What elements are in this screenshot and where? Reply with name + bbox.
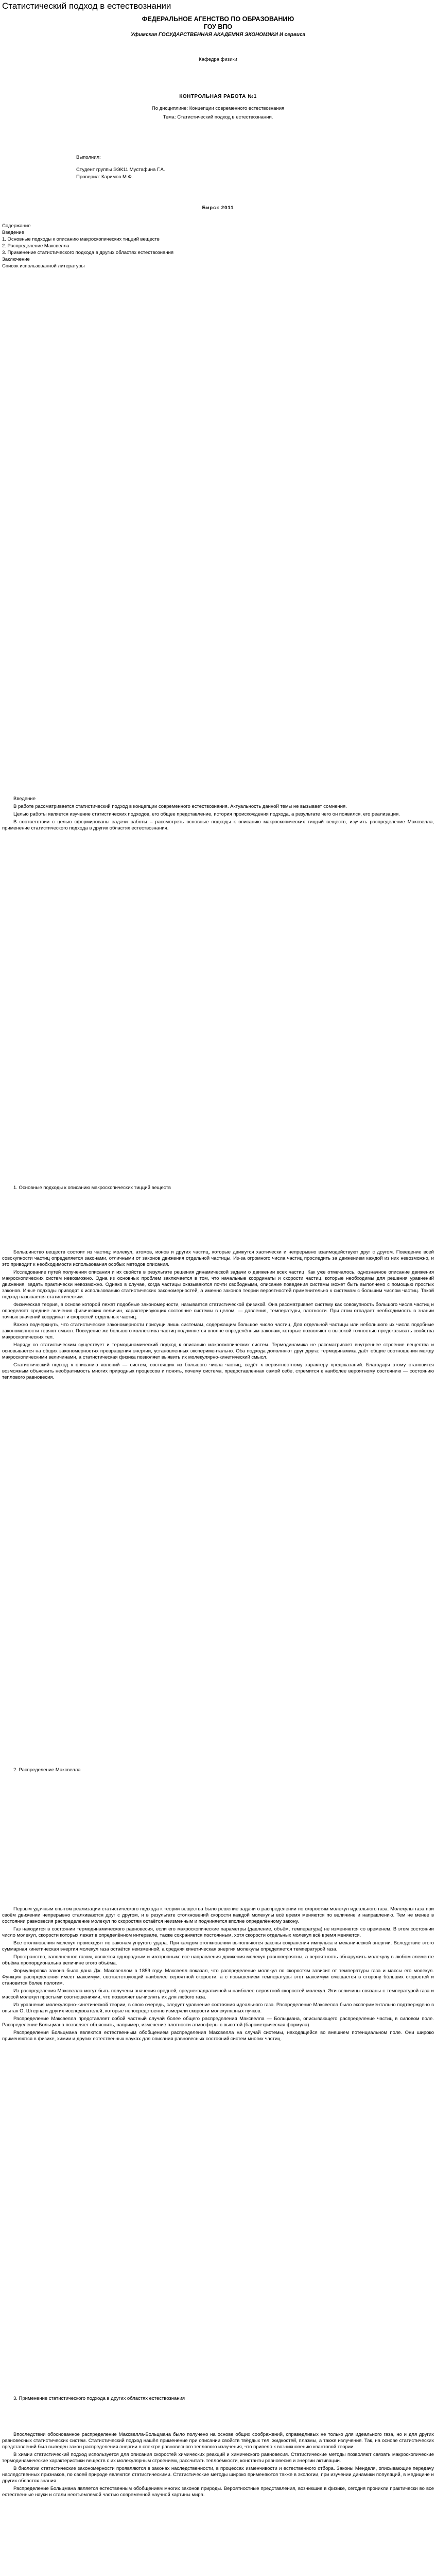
- paragraph: Первым удачным опытом реализации статистического подхода к теории вещества было решение задачи о распределении по скоростям молекул идеального газа. Молекулы газа при своём движении непрерывно сталкиваются друг с другом, и в результате столкновений скорости каждой молекулы всё время меняются по величине и направлению. Тем не менее в состоянии равновесия распределение молекул по скоростям остаётся неизменным и подчиняется вполне определённому закону.: [2, 1906, 434, 1924]
- paragraph: Физическая теория, в основе которой лежат подобные закономерности, называется статистической физикой. Она рассматривает систему как совокупность большого числа частиц и определяет средние значения физических величин, характеризующих состояние системы в целом, — давления, температуры, плотности. При этом отпадает необходимость в знании точных значений координат и скоростей отдельных частиц.: [2, 1302, 434, 1320]
- toc-item: Список использованной литературы: [2, 263, 85, 269]
- toc-item: Введение: [2, 230, 25, 235]
- paragraph: В биологии статистические закономерности проявляются в законах наследственности, в процессах изменчивости и естественного отбора. Законы Менделя, описывающие передачу наследственных признаков, по своей природе являются статистическими. Статистические методы широко применяются также в экологии, при изучении динамики популяций, в медицине и других областях знания.: [2, 2466, 434, 2484]
- toc-item: 1. Основные подходы к описанию макроскопических тицций веществ: [2, 236, 160, 242]
- section-3: [2, 2396, 434, 2403]
- city-year: Бирск 2011: [202, 205, 234, 211]
- paragraph: Распределение Максвелла представляет собой частный случай более общего распределения Максвелла — Больцмана, описывающего распределение частиц в силовом поле. Распределение Больцмана позволяет объяснить, например, изменение плотности атмосферы с высотой (барометрическая формула).: [2, 2016, 434, 2028]
- section-2-body: [2, 1906, 434, 2044]
- document-title: Статистический подход в естествознании: [2, 1, 171, 11]
- paragraph: Большинство веществ состоит из частиц: молекул, атомов, ионов и других частиц, которые движутся хаотически и непрерывно взаимодействуют друг с другом. Поведение всей совокупности частиц определяется законами, отличными от законов движения отдельной частицы. Из-за огромного числа частиц проследить за движением каждой из них невозможно, и это приводит к необходимости использования особых методов описания.: [2, 1249, 434, 1267]
- performed-label: Выполнил:: [76, 155, 101, 160]
- paragraph: Статистический подход к описанию явлений — систем, состоящих из большого числа частиц, ведёт к вероятностному характеру предсказаний. Благодаря этому становится возможным объяснить необратимость многих природных процессов и понять, почему система, предоставленная самой себе, стремится к наиболее вероятному состоянию — состоянию теплового равновесия.: [2, 1362, 434, 1380]
- paragraph: Распределение Больцмана является естественным обобщением многих законов природы. Вероятностные представления, возникшие в физике, сегодня проникли практически во все естественные науки и стали неотъемлемой частью современной научной картины мира.: [2, 2486, 434, 2498]
- subject-line: По дисциплине: Концепции современного естествознания: [151, 106, 285, 111]
- checked-line: Проверил: Каримов М.Ф.: [76, 174, 133, 180]
- section-heading: 1. Основные подходы к описанию макроскопических тицций веществ: [13, 1185, 171, 1191]
- toc-item: 3. Применение статистического подхода в других областях естествознания: [2, 250, 174, 256]
- toc-heading: Содержание: [2, 223, 31, 229]
- paragraph: В соответствии с целью сформированы задачи работы – рассмотреть основные подходы к описанию макроскопических тицций веществ, изучить распределение Максвелла, применение статистического подхода в других областях естествознания.: [2, 819, 434, 831]
- paragraph: Все столкновения молекул происходят по законам упругого удара. При каждом столкновении выполняются законы сохранения импульса и механической энергии. Вследствие этого суммарная кинетическая энергия молекул газа остаётся неизменной, а средняя кинетическая энергия молекулы определяется температурой газа.: [2, 1940, 434, 1952]
- section-heading: 3. Применение статистического подхода в других областях естествознания: [13, 2396, 185, 2401]
- intro-heading: Введение: [13, 796, 36, 802]
- paragraph: Важно подчеркнуть, что статистические закономерности присущи лишь системам, содержащим большое число частиц. Для отдельной частицы или небольшого их числа подобные закономерности теряют смысл. Поведение же большого коллектива частиц подчиняется вполне определённым законам, которые позволяют с высокой точностью предсказывать свойства макроскопических тел.: [2, 1322, 434, 1340]
- section-3-body: [2, 2432, 434, 2500]
- paragraph: Из уравнения молекулярно-кинетической теории, в свою очередь, следует уравнение состояния идеального газа. Распределение Максвелла было экспериментально подтверждено в опытах О. Штерна и других исследователей, которые непосредственно измеряли скорости молекулярных пучков.: [2, 2002, 434, 2014]
- paragraph: Газ находится в состоянии термодинамического равновесия, если его макроскопические параметры (давление, объём, температура) не изменяются со временем. В этом состоянии число молекул, скорости которых лежат в определённом интервале, также сохраняется постоянным, хотя скорости отдельных молекул всё время меняются.: [2, 1926, 434, 1938]
- paragraph: Формулировка закона была дана Дж. Максвеллом в 1859 году. Максвелл показал, что распределение молекул по скоростям зависит от температуры газа и массы его молекул. Функция распределения имеет максимум, соответствующий наиболее вероятной скорости, а с повышением температуры этот максимум смещается в сторону бо́льших скоростей и становится более пологим.: [2, 1968, 434, 1986]
- department-name: Кафедра физики: [199, 57, 237, 62]
- paragraph: Наряду со статистическим существует и термодинамический подход к описанию макроскопических систем. Термодинамика не рассматривает внутреннее строение вещества и основывается на общих закономерностях превращения энергии, установленных экспериментально. Оба подхода дополняют друг друга: термодинамика даёт общие соотношения между макроскопическими величинами, а статистическая физика позволяет выявить их молекулярно-кинетический смысл.: [2, 1342, 434, 1360]
- paragraph: Пространство, заполненное газом, является однородным и изотропным: все направления движения молекул равновероятны, а вероятность обнаружить молекулу в любом элементе объёма пропорциональна величине этого объёма.: [2, 1954, 434, 1966]
- table-of-contents: [2, 223, 362, 269]
- paragraph: Исследование путей получения описания и их свойств в результате решения динамической задачи о движении всех частиц. Как уже отмечалось, однозначное описание движения макроскопических систем невозможно. Одна из основных проблем заключается в том, что начальные координаты и скорости частиц, которые необходимы для решения уравнений движения, задать практически невозможно. Однако в случае, когда частицы оказываются почти свободными, описание поведения системы может быть выполнено с помощью простых законов. Иные подходы приводят к использованию статистических закономерностей, а именно законов теории вероятностей применительно к системам с большим числом частиц. Такой подход называется статистическим.: [2, 1269, 434, 1300]
- paragraph: Целью работы является изучение статистических подходов, его общее представление, история происхождения подхода, а результате чего он появился, его реализация.: [13, 811, 400, 817]
- paragraph: В работе рассматривается статистический подход в концепции современного естествознания. Актуальность данной темы не вызывает сомнения.: [13, 804, 347, 809]
- student-line: Студент группы ЭЭК11 Мустафина Г.А.: [76, 167, 165, 173]
- paragraph: Из распределения Максвелла могут быть получены значения средней, среднеквадратичной и наиболее вероятной скоростей молекул. Эти величины связаны с температурой газа и массой молекул простыми соотношениями, что позволяет вычислять их для любого газа.: [2, 1988, 434, 2000]
- work-type: КОНТРОЛЬНАЯ РАБОТА №1: [179, 94, 257, 99]
- intro-section: [2, 796, 434, 833]
- paragraph: Распределения Больцмана являются естественным обобщением распределения Максвелла на случай системы, находящейся во внешнем потенциальном поле. Они широко применяются в физике, химии и других естественных науках для описания равновесных состояний систем многих частиц.: [2, 2030, 434, 2042]
- section-1: [2, 1185, 434, 1193]
- author-block: [76, 155, 282, 181]
- section-heading: 2. Распределение Максвелла: [13, 1767, 81, 1773]
- paragraph: Впоследствии обоснованное распределение Максвелла-Больцмана было получено на основе общих соображений, справедливых не только для идеального газа, но и для других равновесных статистических систем. Статистический подход нашёл применение при описании свойств твёрдых тел, жидкостей, плазмы, а также излучения. Так, на основе статистических представлений был выведен закон распределения энергии в спектре равновесного теплового излучения, что привело к возникновению квантовой теории.: [2, 2432, 434, 2450]
- paragraph: В химии статистический подход используется для описания скоростей химических реакций и химического равновесия. Статистические методы позволяют связать макроскопические термодинамические характеристики веществ с их молекулярным строением, рассчитать теплоёмкости, константы равновесия и энергии активации.: [2, 2452, 434, 2464]
- toc-item: 2. Распределение Максвелла: [2, 243, 69, 249]
- agency-name: ФЕДЕРАЛЬНОЕ АГЕНСТВО ПО ОБРАЗОВАНИЮ: [142, 15, 294, 23]
- toc-item: Заключение: [2, 257, 30, 262]
- theme-line: Тема: Статистический подход в естествознании.: [163, 114, 273, 120]
- academy-name: Уфимская ГОСУДАРСТВЕННАЯ АКАДЕМИЯ ЭКОНОМИКИ И сервиса: [130, 32, 306, 38]
- section-1-body: [2, 1249, 434, 1382]
- vpo-label: ГОУ ВПО: [203, 23, 233, 30]
- section-2: [2, 1767, 434, 1775]
